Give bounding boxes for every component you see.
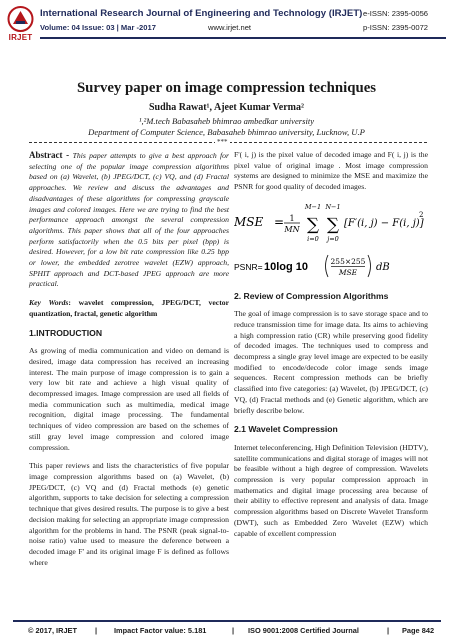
keywords: [29, 298, 229, 319]
psnr-num: 255×255: [330, 256, 366, 266]
journal-name: International Research Journal of Engineering and Technology (IRJET): [40, 8, 363, 19]
p-issn: p-ISSN: 2395-0072: [363, 23, 429, 32]
separator-stars: ***: [217, 138, 228, 146]
section-heading-review: 2. Review of Compression Algorithms: [234, 290, 389, 301]
journal-website-link[interactable]: www.irjet.net: [208, 23, 252, 32]
review-paragraph: The goal of image compression is to save storage space and to reduce transmission time for image data. Its aims to achieving a high compression ratio (CR) while preserving good fidelity of decoded images. The techniques used to compress and decompress a single gray level image are expected to be easily modified to encode/decode color image sends image sequences. Recent compression methods can be briefly classified into five categories: (a) Wavelet, (b) JPEG/DCT, (c) VQ, (d) Fractal methods and (e) Genetic algorithm, which are briefly describe below.: [234, 309, 428, 415]
journal-header: [0, 0, 453, 62]
volume-issue: Volume: 04 Issue: 03 | Mar -2017: [40, 23, 156, 32]
abstract-label: Abstract -: [29, 150, 73, 160]
paper-authors: Sudha Rawat¹, Ajeet Kumar Verma²: [149, 102, 304, 113]
mse-formula: [234, 201, 428, 245]
psnr-lhs: PSNR=: [234, 261, 263, 272]
affiliation-1: ¹,²M.tech Babasaheb bhimrao ambedkar university: [138, 116, 315, 126]
irjet-logo-icon: [7, 6, 34, 32]
psnr-formula: [234, 251, 428, 285]
abstract-text: This paper attempts to give a best approach for selecting one of the popular image compression algorithms based on (a) Wavelet, (b) JPEG/DCT, (c) VQ, and (d) Fractal approaches. We review and discuss the advantages and disadvantages of these algorithms for compressing grayscale images and colored images. Here we are trying to find the best performance approach amongst the several compression algorithms. This paper shows that all of the four approaches perform satisfactorily when the 0.5 bits per pixel (bpp) is desired. However, for a low bit rate compression like 0.25 bpp or lower, the embedded zerotree wavelet (EZW) approach, SPHIT approach and DCT-based JPEG approach are more practical.: [29, 151, 229, 289]
mse-lhs: MSE: [234, 214, 264, 229]
affiliation-2: Department of Computer Science, Babasaheb bhimrao university, Lucknow, U.P: [88, 127, 365, 137]
footer-page-number: Page 842: [402, 626, 435, 635]
left-column: [29, 150, 229, 576]
footer-iso: ISO 9001:2008 Certified Journal: [248, 626, 359, 635]
intro-paragraph-2: This paper reviews and lists the characteristics of five popular image compression algorithms based on (a) Wavelet, (b) JPEG/DCT, (c) VQ and (d) Fractal methods (e) genetic algorithm, supports to take decision for selecting a compression technique that gives desired results. The purpose is to give a best decision making for selecting an appropriate image compression algorithm for the problems in hand. The PSNR (peak signal-to-noise ratio) value used to measure the deference between a decoded image F' and its original image F is defined as follows where: [29, 461, 229, 567]
mse-sum1-top: M−1: [304, 202, 322, 211]
psnr-unit: dB: [376, 261, 390, 273]
mse-exponent: 2: [419, 210, 424, 219]
keywords-text: : wavelet compression, JPEG/DCT, vector quantization, fractal, genetic algorithm: [29, 298, 230, 318]
psnr-log: 10log 10: [264, 260, 309, 273]
footer-rule: [13, 620, 441, 622]
footer-copyright: © 2017, IRJET: [28, 626, 77, 635]
mse-body: [F′(i, j) − F(i, j)]: [344, 217, 424, 229]
mse-sum2-top: N−1: [325, 202, 341, 211]
mse-frac-den: MN: [284, 224, 300, 234]
right-column: [234, 150, 428, 547]
psnr-den: MSE: [338, 267, 358, 277]
paper-title: Survey paper on image compression techniques: [76, 80, 377, 96]
mse-sum2-bottom: j=0: [327, 234, 339, 243]
e-issn: e-ISSN: 2395-0056: [363, 9, 429, 18]
footer-impact-factor: Impact Factor value: 5.181: [114, 626, 207, 635]
mse-sum1-bottom: i=0: [307, 234, 319, 243]
pixel-definition-paragraph: F'( i, j) is the pixel value of decoded image and F( i, j) is the pixel value of original image . Most image compression systems are designed to minimize the MSE and maximize the PSNR for good quality of decoded images.: [234, 150, 428, 192]
wavelet-paragraph: Internet teleconferencing, High Definition Television (HDTV), satellite communications and digital storage of images will not be feasible without a high degree of compression. Wavelets compression is very popular compression approach in mathematics and digital image processing area because of their ability to effective represent and analysis of data. Image compression algorithms based on Discrete Wavelet Transform (DWT), such as Embedded Zero Wavelet (EZW) which capable of excellent compression: [234, 442, 428, 538]
keywords-label: Key Words: [29, 298, 69, 308]
svg-text:=: =: [274, 214, 285, 229]
svg-text:∑: ∑: [306, 214, 320, 235]
abstract: [29, 150, 229, 290]
intro-paragraph-1: As growing of media communication and video on demand is desired, image data compression has received an increasing interest. The main purpose of image compression is to gain a very low bit rate and achieve a high visual quality of decompressed images. Image compression are used all fields of media communication such as multimedia, medical image recognition, digital image processing. The fundamental techniques of video compression are based on the schemes of still gray level image compression and colored image compression.: [29, 346, 229, 452]
section-heading-introduction: 1.INTRODUCTION: [29, 327, 103, 338]
svg-text:∑: ∑: [326, 214, 340, 235]
section-heading-wavelet: 2.1 Wavelet Compression: [234, 424, 338, 435]
header-rule: [40, 37, 446, 39]
logo-text: IRJET: [8, 33, 33, 42]
mse-frac-num: 1: [289, 213, 295, 223]
